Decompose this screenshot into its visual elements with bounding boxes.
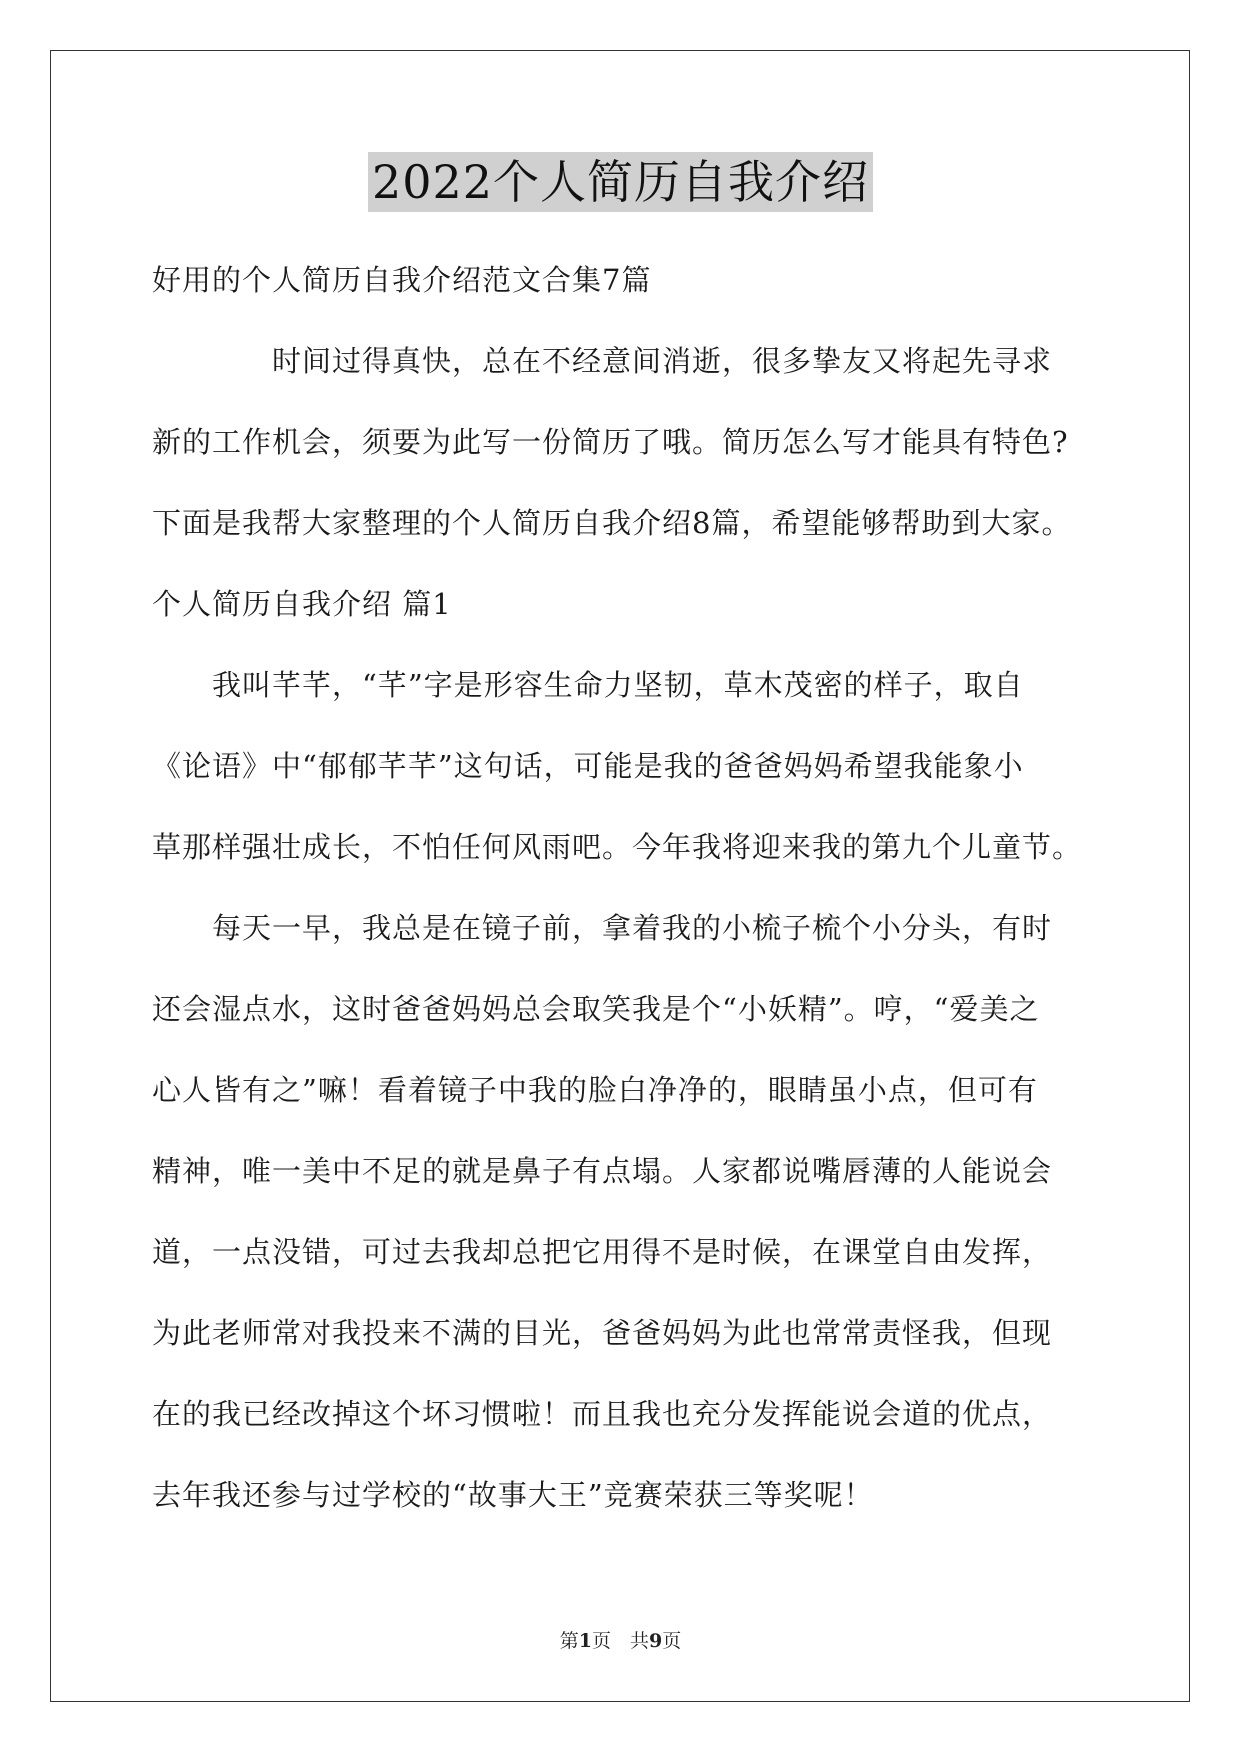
paragraph-line: 新的工作机会，须要为此写一份简历了哦。简历怎么写才能具有特色?	[152, 425, 1069, 459]
paragraph-line: 下面是我帮大家整理的个人简历自我介绍8篇，希望能够帮助到大家。	[152, 506, 1072, 540]
paragraph-line: 时间过得真快，总在不经意间消逝，很多挚友又将起先寻求	[152, 344, 1053, 378]
paragraph-line: 草那样强壮成长，不怕任何风雨吧。今年我将迎来我的第九个儿童节。	[152, 830, 1083, 864]
document-body	[152, 240, 1112, 1536]
paragraph-line: 去年我还参与过学校的“故事大王”竞赛荣获三等奖呢！	[152, 1478, 874, 1512]
paragraph-line: 还会湿点水，这时爸爸妈妈总会取笑我是个“小妖精”。哼，“爱美之	[152, 992, 1040, 1026]
paragraph-line: 《论语》中“郁郁芊芊”这句话，可能是我的爸爸妈妈希望我能象小	[152, 749, 1024, 783]
total-page-number: 9	[649, 1630, 663, 1652]
paragraph-line: 我叫芊芊，“芊”字是形容生命力坚韧，草木茂密的样子，取自	[152, 668, 1024, 702]
current-page-number: 1	[578, 1630, 592, 1652]
paragraph-line: 每天一早，我总是在镜子前，拿着我的小梳子梳个小分头，有时	[152, 911, 1053, 945]
footer-mid: 页 共	[591, 1630, 649, 1652]
footer-suffix: 页	[662, 1630, 682, 1652]
paragraph-line: 精神，唯一美中不足的就是鼻子有点塌。人家都说嘴唇薄的人能说会	[152, 1154, 1053, 1188]
paragraph-line: 心人皆有之”嘛！看着镜子中我的脸白净净的，眼睛虽小点，但可有	[152, 1073, 1038, 1107]
document-title: 2022个人简历自我介绍	[368, 152, 873, 212]
paragraph-line: 在的我已经改掉这个坏习惯啦！而且我也充分发挥能说会道的优点，	[152, 1397, 1053, 1431]
intro-line: 好用的个人简历自我介绍范文合集7篇	[152, 263, 652, 297]
title-container	[0, 152, 1241, 212]
section-heading: 个人简历自我介绍 篇1	[152, 587, 452, 621]
paragraph-line: 道，一点没错，可过去我却总把它用得不是时候，在课堂自由发挥，	[152, 1235, 1053, 1269]
paragraph-line: 为此老师常对我投来不满的目光，爸爸妈妈为此也常常责怪我，但现	[152, 1316, 1053, 1350]
page-footer	[0, 1626, 1241, 1653]
footer-prefix: 第	[559, 1630, 579, 1652]
